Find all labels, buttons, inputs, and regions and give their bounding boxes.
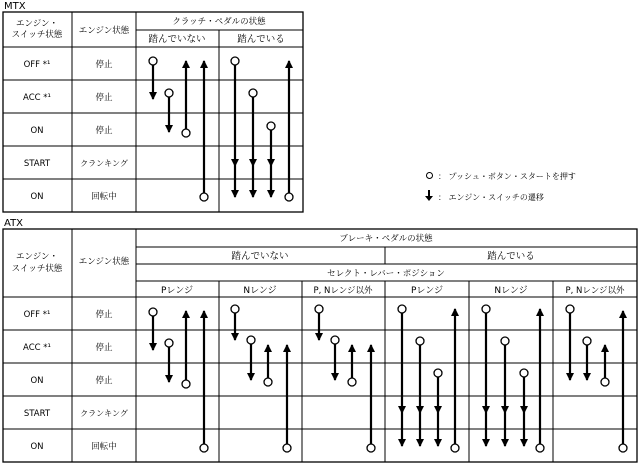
atx-row-switch: ACC *¹	[23, 343, 51, 353]
atx-header-switch-2: スイッチ状態	[11, 264, 63, 274]
circle-icon	[424, 172, 434, 181]
legend-transition-text: ： エンジン・スイッチの遷移	[438, 192, 544, 202]
atx-position: Nレンジ	[243, 286, 277, 296]
atx-header-pedal: ブレーキ・ペダルの状態	[339, 234, 433, 244]
mtx-row-engine: 停止	[95, 60, 113, 70]
mtx-sub-not-pressed: 踏んでいない	[148, 34, 206, 45]
down-arrow-icon	[424, 190, 434, 204]
atx-header-switch-1: エンジン・	[15, 252, 59, 262]
mtx-header-engine: エンジン状態	[78, 26, 130, 36]
atx-title: ATX	[4, 218, 24, 229]
mtx-header-switch-2: スイッチ状態	[11, 30, 63, 40]
atx-header-engine: エンジン状態	[78, 257, 130, 267]
atx-row-switch: OFF *¹	[23, 310, 51, 320]
mtx-header-pedal: クラッチ・ペダルの状態	[172, 17, 266, 27]
atx-position: Pレンジ	[411, 286, 443, 296]
atx-row-engine: 停止	[95, 376, 113, 386]
atx-sub-not-pressed: 踏んでいない	[231, 251, 289, 262]
atx-arrows-not-pressed	[149, 305, 375, 452]
legend-push-text: ： プッシュ・ボタン・スタートを押す	[438, 172, 576, 181]
atx-arrows-pressed	[398, 305, 627, 452]
mtx-row-switch: ON	[30, 126, 44, 136]
mtx-title: MTX	[4, 1, 26, 12]
mtx-sub-pressed: 踏んでいる	[237, 34, 285, 45]
legend-transition	[424, 190, 544, 204]
atx-position: P, Nレンジ以外	[565, 286, 625, 296]
atx-row-engine: 回転中	[91, 442, 117, 452]
atx-row-engine: クランキング	[80, 409, 128, 418]
atx-row-switch: START	[23, 409, 51, 419]
mtx-row-switch: ACC *¹	[23, 93, 51, 103]
atx-position: Pレンジ	[161, 286, 193, 296]
mtx-header-switch-1: エンジン・	[15, 19, 59, 29]
atx-position: P, Nレンジ以外	[313, 286, 373, 296]
atx-position: Nレンジ	[494, 286, 528, 296]
atx-row-switch: ON	[30, 376, 44, 386]
mtx-row-engine: 停止	[95, 93, 113, 103]
mtx-row-switch: OFF *¹	[23, 60, 51, 70]
mtx-row-engine: クランキング	[80, 159, 128, 168]
mtx-row-engine: 停止	[95, 126, 113, 136]
mtx-row-engine: 回転中	[91, 192, 117, 202]
mtx-row-switch: ON	[30, 192, 44, 202]
atx-row-engine: 停止	[95, 310, 113, 320]
atx-row-engine: 停止	[95, 343, 113, 353]
mtx-row-switch: START	[23, 159, 51, 169]
atx-sub-pressed: 踏んでいる	[487, 251, 535, 262]
legend-push	[424, 171, 576, 182]
atx-row-switch: ON	[30, 442, 44, 452]
atx-selector: セレクト・レバー・ポジション	[327, 269, 445, 279]
